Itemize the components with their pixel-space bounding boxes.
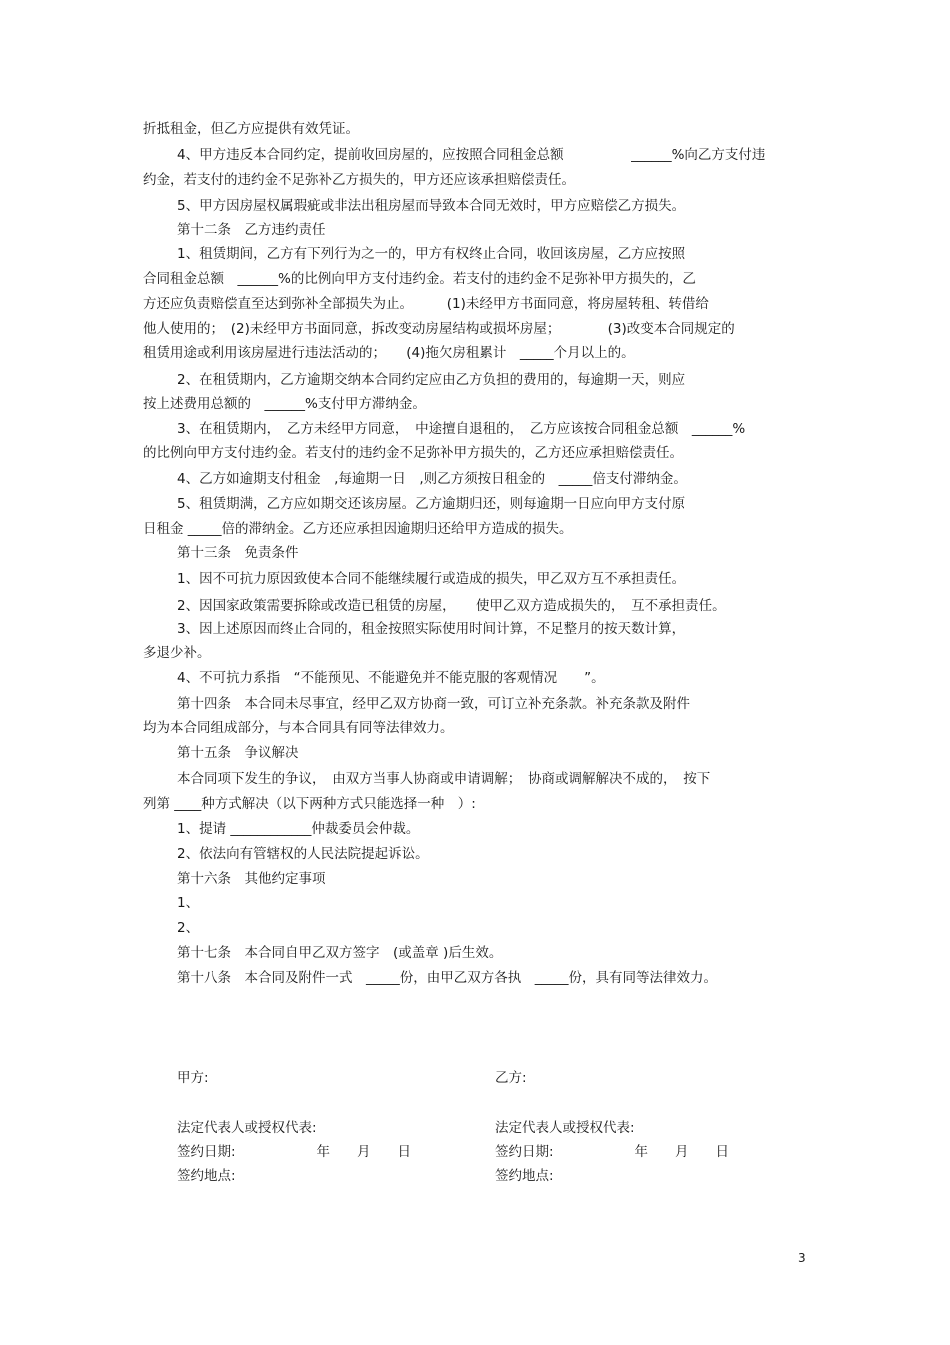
- text-line: 4、乙方如逾期支付租金 ,每逾期一日 ,则乙方须按日租金的 _____倍支付滞纳金。: [177, 471, 687, 487]
- section-heading: 第十二条 乙方违约责任: [177, 222, 326, 238]
- text-line: 方还应负责赔偿直至达到弥补全部损失为止。 (1)未经甲方书面同意，将房屋转租、转借给: [143, 296, 709, 312]
- text-line: 租赁用途或利用该房屋进行违法活动的； (4)拖欠房租累计 _____个月以上的。: [143, 345, 635, 361]
- sign-date-a-label: 签约日期: 年 月 日: [177, 1144, 412, 1160]
- text-line: 3、在租赁期内， 乙方未经甲方同意， 中途擅自退租的， 乙方应该按合同租金总额 ______%: [177, 421, 746, 437]
- text-line: 4、甲方违反本合同约定，提前收回房屋的，应按照合同租金总额 ______%向乙方支付违: [177, 147, 766, 163]
- section-heading: 第十六条 其他约定事项: [177, 871, 326, 887]
- text-line: 1、: [177, 895, 200, 911]
- text-line: 的比例向甲方支付违约金。若支付的违约金不足弥补甲方损失的，乙方还应承担赔偿责任。: [143, 445, 683, 461]
- text-line: 1、因不可抗力原因致使本合同不能继续履行或造成的损失，甲乙双方互不承担责任。: [177, 571, 686, 587]
- text-line: 1、提请 ____________仲裁委员会仲裁。: [177, 821, 420, 837]
- text-line: 他人使用的； (2)未经甲方书面同意，拆改变动房屋结构或损坏房屋； (3)改变本合同规定的: [143, 321, 735, 337]
- sign-place-a-label: 签约地点:: [177, 1168, 236, 1184]
- text-line: 第十四条 本合同未尽事宜，经甲乙双方协商一致，可订立补充条款。补充条款及附件: [177, 696, 690, 712]
- text-line: 2、在租赁期内，乙方逾期交纳本合同约定应由乙方负担的费用的，每逾期一天，则应: [177, 372, 686, 388]
- text-line: 列第 ____种方式解决（以下两种方式只能选择一种 ）:: [143, 796, 476, 812]
- text-line: 折抵租金，但乙方应提供有效凭证。: [143, 121, 359, 137]
- text-line: 按上述费用总额的 ______%支付甲方滞纳金。: [143, 396, 426, 412]
- text-line: 3、因上述原因而终止合同的，租金按照实际使用时间计算，不足整月的按天数计算，: [177, 621, 686, 637]
- text-line: 2、依法向有管辖权的人民法院提起诉讼。: [177, 846, 429, 862]
- text-line: 第十八条 本合同及附件一式 _____份，由甲乙双方各执 _____份，具有同等法律效力。: [177, 970, 717, 986]
- text-line: 4、不可抗力系指 “不能预见、不能避免并不能克服的客观情况 ”。: [177, 670, 605, 686]
- text-line: 5、租赁期满，乙方应如期交还该房屋。乙方逾期归还，则每逾期一日应向甲方支付原: [177, 496, 686, 512]
- section-heading: 第十五条 争议解决: [177, 745, 299, 761]
- text-line: 均为本合同组成部分，与本合同具有同等法律效力。: [143, 720, 454, 736]
- text-line: 日租金 _____倍的滞纳金。乙方还应承担因逾期归还给甲方造成的损失。: [143, 521, 573, 537]
- representative-b-label: 法定代表人或授权代表:: [495, 1120, 635, 1136]
- text-line: 2、: [177, 920, 200, 936]
- text-line: 1、租赁期间，乙方有下列行为之一的，甲方有权终止合同，收回该房屋，乙方应按照: [177, 246, 686, 262]
- text-line: 5、甲方因房屋权属瑕疵或非法出租房屋而导致本合同无效时，甲方应赔偿乙方损失。: [177, 198, 686, 214]
- text-line: 2、因国家政策需要拆除或改造已租赁的房屋， 使甲乙双方造成损失的， 互不承担责任。: [177, 598, 726, 614]
- text-line: 第十七条 本合同自甲乙双方签字 (或盖章 )后生效。: [177, 945, 503, 961]
- text-line: 多退少补。: [143, 645, 211, 661]
- representative-a-label: 法定代表人或授权代表:: [177, 1120, 317, 1136]
- sign-place-b-label: 签约地点:: [495, 1168, 554, 1184]
- text-line: 约金，若支付的违约金不足弥补乙方损失的，甲方还应该承担赔偿责任。: [143, 172, 575, 188]
- text-line: 本合同项下发生的争议， 由双方当事人协商或申请调解； 协商或调解解决不成的， 按下: [177, 771, 711, 787]
- sign-date-b-label: 签约日期: 年 月 日: [495, 1144, 730, 1160]
- page-number: 3: [798, 1251, 806, 1265]
- party-b-label: 乙方:: [495, 1070, 527, 1086]
- section-heading: 第十三条 免责条件: [177, 545, 299, 561]
- text-line: 合同租金总额 ______%的比例向甲方支付违约金。若支付的违约金不足弥补甲方损失的，乙: [143, 271, 696, 287]
- party-a-label: 甲方:: [177, 1070, 209, 1086]
